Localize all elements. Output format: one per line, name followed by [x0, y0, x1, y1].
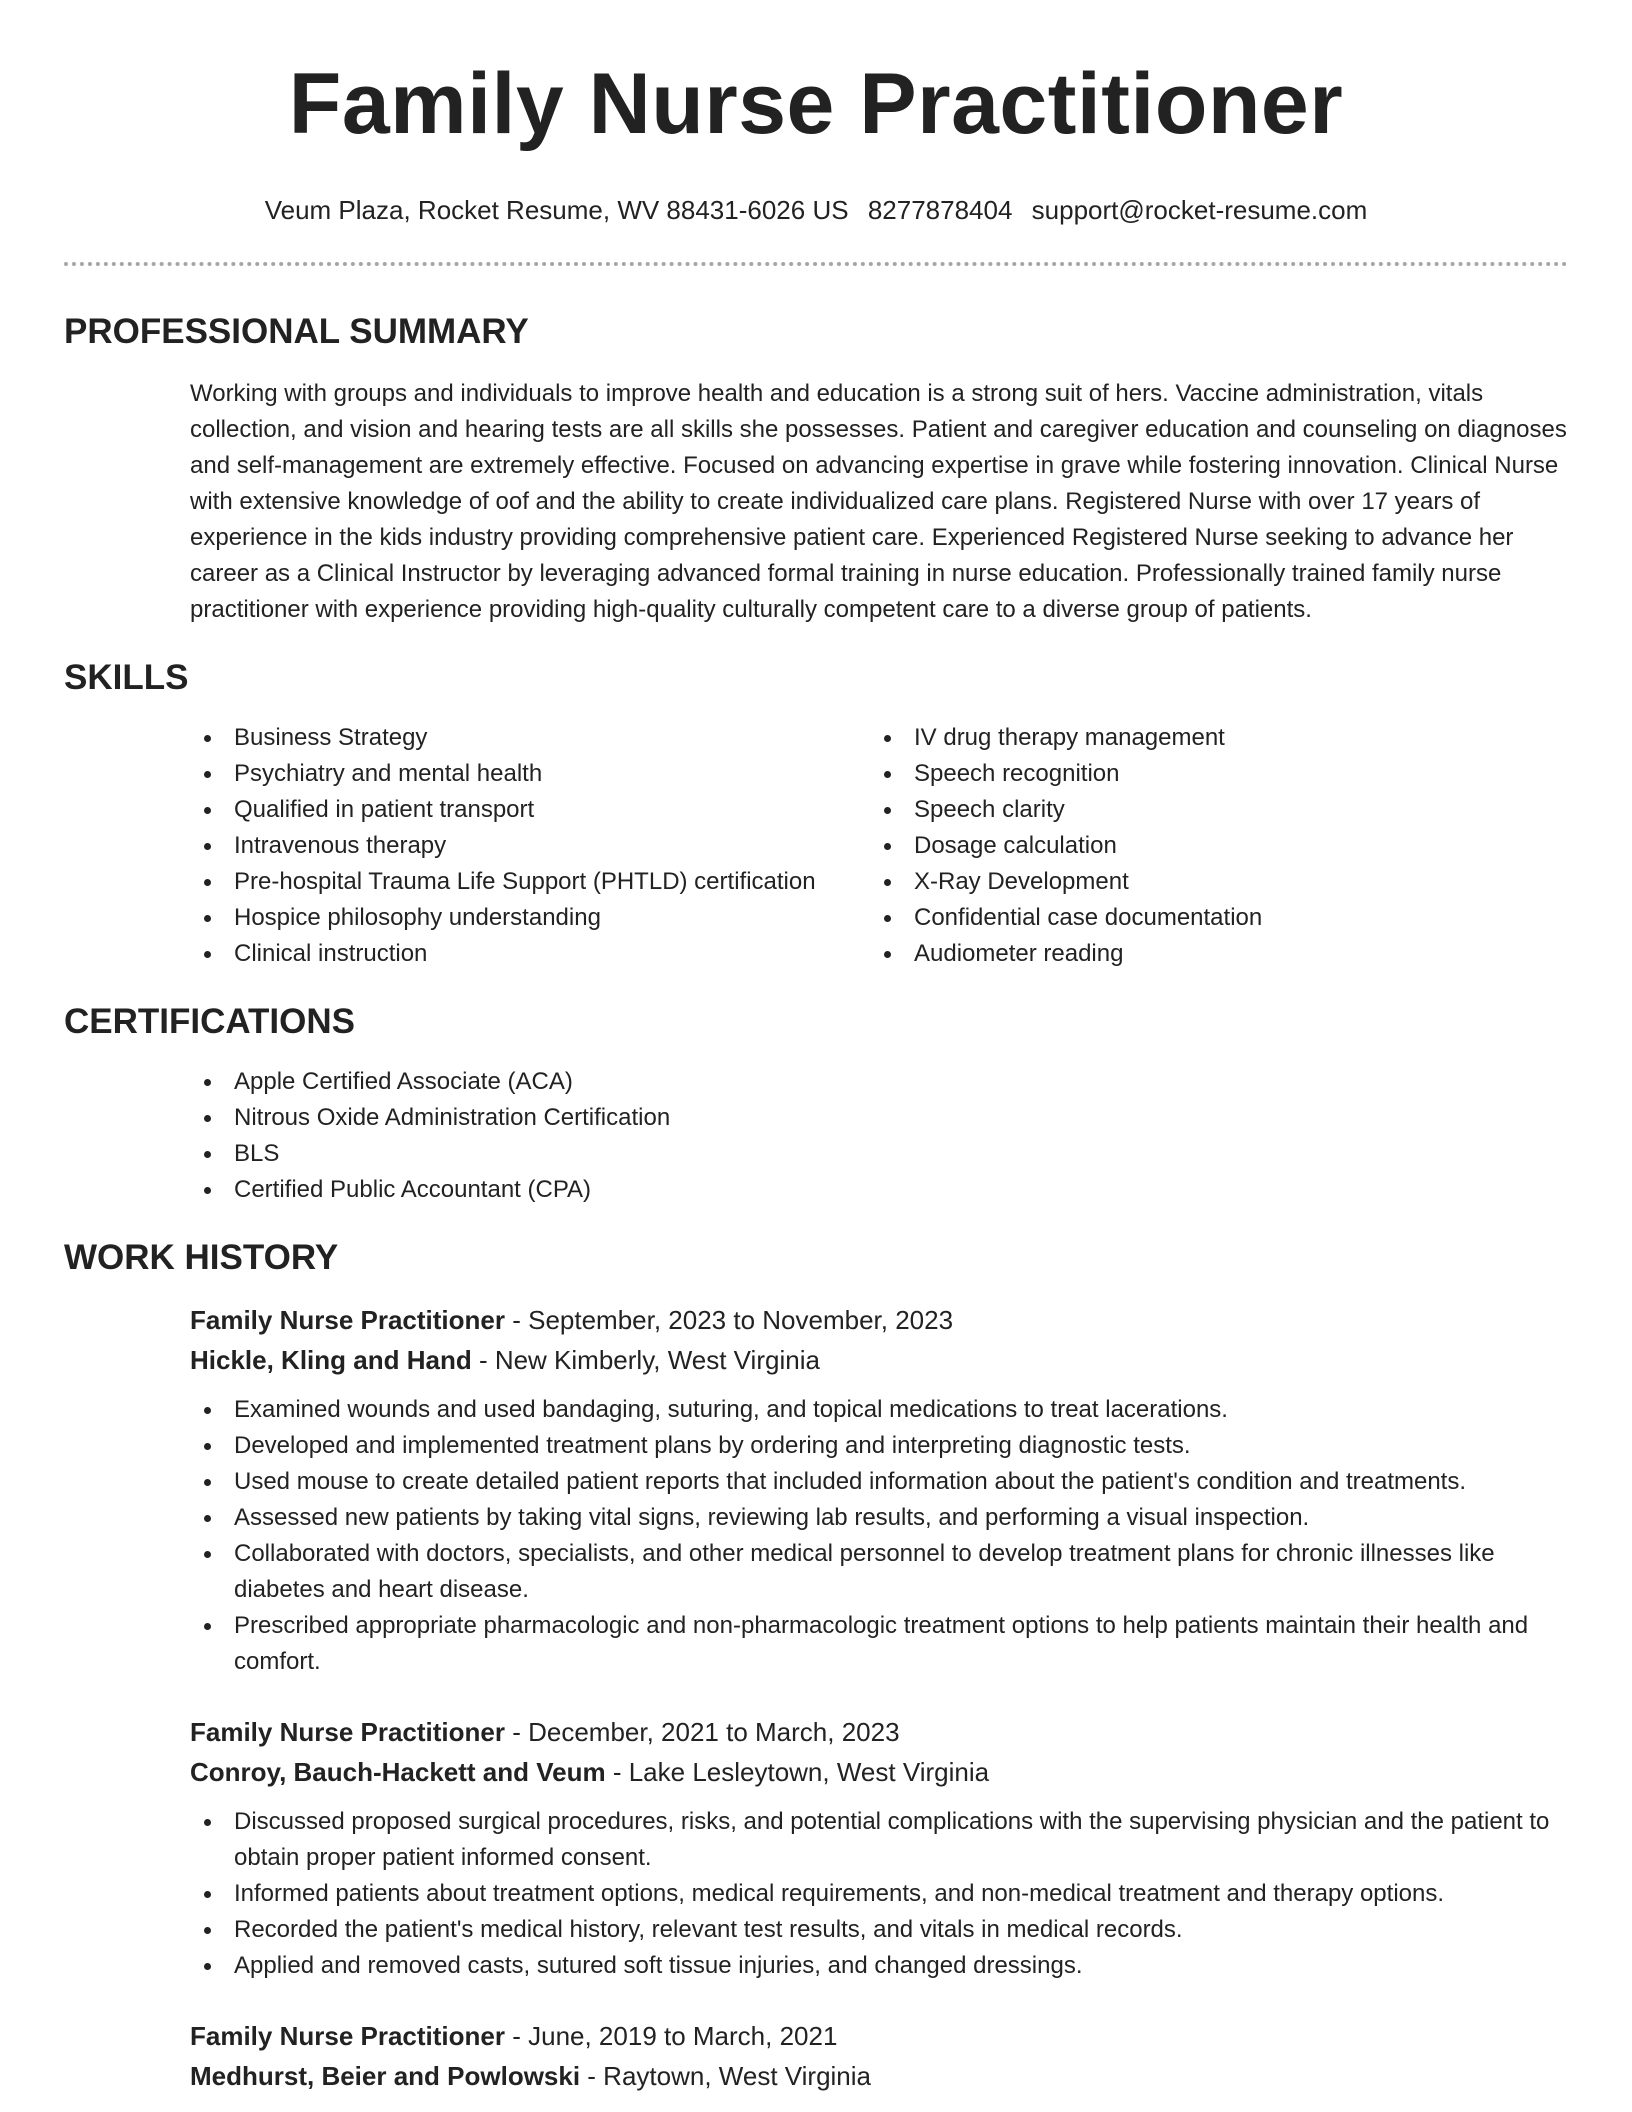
job-company-line [190, 1752, 1568, 1792]
certifications-list [64, 1064, 1568, 1208]
skill-item: Speech recognition [870, 756, 1550, 792]
job-duty: Examined wounds and used bandaging, suturing, and topical medications to treat lacerations. [190, 1392, 1568, 1428]
skill-item: Pre-hospital Trauma Life Support (PHTLD) certification [190, 864, 870, 900]
section-title-certifications: CERTIFICATIONS [64, 1002, 356, 1041]
job-duty: Informed patients about treatment options, medical requirements, and non-medical treatment and therapy options. [190, 1876, 1568, 1912]
job-duty: Developed and implemented treatment plans by ordering and interpreting diagnostic tests. [190, 1428, 1568, 1464]
job-title-line [190, 1300, 1568, 1340]
job-entry [64, 1300, 1568, 1680]
job-duty: Discussed proposed surgical procedures, risks, and potential complications with the supervising physician and the patient to obtain proper patient informed consent. [190, 1804, 1568, 1876]
job-entry [64, 1712, 1568, 1984]
job-location: - Raytown, West Virginia [580, 2061, 872, 2091]
certification-item: Certified Public Accountant (CPA) [190, 1172, 1568, 1208]
contact-phone: 8277878404 [867, 195, 1013, 225]
skill-item: Clinical instruction [190, 936, 870, 972]
job-role: Family Nurse Practitioner [190, 1717, 505, 1747]
skills-column-right [870, 720, 1550, 972]
skills-grid [64, 720, 1568, 972]
header-divider [64, 262, 1568, 266]
skill-item: Speech clarity [870, 792, 1550, 828]
skill-item: IV drug therapy management [870, 720, 1550, 756]
resume-header [64, 0, 1568, 266]
skill-item: Audiometer reading [870, 936, 1550, 972]
skill-item: Hospice philosophy understanding [190, 900, 870, 936]
section-title-work-history: WORK HISTORY [64, 1238, 339, 1277]
skill-item: Confidential case documentation [870, 900, 1550, 936]
job-duties-list [190, 1804, 1568, 1984]
contact-address: Veum Plaza, Rocket Resume, WV 88431-6026 US [264, 195, 849, 225]
job-duty: Assessed new patients by taking vital signs, reviewing lab results, and performing a visual inspection. [190, 1500, 1568, 1536]
skill-item: X-Ray Development [870, 864, 1550, 900]
section-title-skills: SKILLS [64, 658, 189, 697]
job-role: Family Nurse Practitioner [190, 2021, 505, 2051]
certification-item: BLS [190, 1136, 1568, 1172]
job-duty: Collaborated with doctors, specialists, and other medical personnel to develop treatment plans for chronic illnesses like diabetes and heart disease. [190, 1536, 1568, 1608]
professional-summary-section [64, 310, 1568, 628]
job-location: - New Kimberly, West Virginia [471, 1345, 820, 1375]
contact-email: support@rocket-resume.com [1031, 195, 1368, 225]
job-role: Family Nurse Practitioner [190, 1305, 505, 1335]
certification-item: Nitrous Oxide Administration Certification [190, 1100, 1568, 1136]
job-company: Medhurst, Beier and Powlowski [190, 2061, 581, 2091]
certification-item: Apple Certified Associate (ACA) [190, 1064, 1568, 1100]
job-dates: - December, 2021 to March, 2023 [505, 1717, 900, 1747]
skill-item: Psychiatry and mental health [190, 756, 870, 792]
work-history-section [64, 1236, 1568, 2096]
job-company: Hickle, Kling and Hand [190, 1345, 472, 1375]
contact-line [64, 194, 1568, 226]
job-title-line [190, 1712, 1568, 1752]
skill-item: Business Strategy [190, 720, 870, 756]
certifications-section [64, 1000, 1568, 1208]
job-dates: - June, 2019 to March, 2021 [505, 2021, 838, 2051]
job-dates: - September, 2023 to November, 2023 [505, 1305, 954, 1335]
skill-item: Dosage calculation [870, 828, 1550, 864]
job-company: Conroy, Bauch-Hackett and Veum [190, 1757, 606, 1787]
job-company-line [190, 1340, 1568, 1380]
job-duties-list [190, 1392, 1568, 1680]
job-title-line [190, 2016, 1568, 2056]
section-title-summary: PROFESSIONAL SUMMARY [64, 312, 529, 351]
job-duty: Prescribed appropriate pharmacologic and non-pharmacologic treatment options to help patients maintain their health and comfort. [190, 1608, 1568, 1680]
job-company-line [190, 2056, 1568, 2096]
skill-item: Intravenous therapy [190, 828, 870, 864]
job-location: - Lake Lesleytown, West Virginia [605, 1757, 990, 1787]
skill-item: Qualified in patient transport [190, 792, 870, 828]
candidate-name: Family Nurse Practitioner [288, 56, 1344, 152]
job-duty: Applied and removed casts, sutured soft tissue injuries, and changed dressings. [190, 1948, 1568, 1984]
job-duty: Recorded the patient's medical history, relevant test results, and vitals in medical records. [190, 1912, 1568, 1948]
job-entry [64, 2016, 1568, 2096]
job-duty: Used mouse to create detailed patient reports that included information about the patient's condition and treatments. [190, 1464, 1568, 1500]
summary-text: Working with groups and individuals to improve health and education is a strong suit of hers. Vaccine administration, vitals collection, and vision and hearing tests are all skills she possesses. Patient and caregiver education and counseling on diagnoses and self-management are extremely effective. Focused on advancing expertise in grave while fostering innovation. Clinical Nurse with extensive knowledge of oof and the ability to create individualized care plans. Registered Nurse with over 17 years of experience in the kids industry providing comprehensive patient care. Experienced Registered Nurse seeking to advance her career as a Clinical Instructor by leveraging advanced formal training in nurse education. Professionally trained family nurse practitioner with experience providing high-quality culturally competent care to a diverse group of patients. [190, 380, 1567, 623]
skills-section [64, 656, 1568, 972]
skills-column-left [190, 720, 870, 972]
